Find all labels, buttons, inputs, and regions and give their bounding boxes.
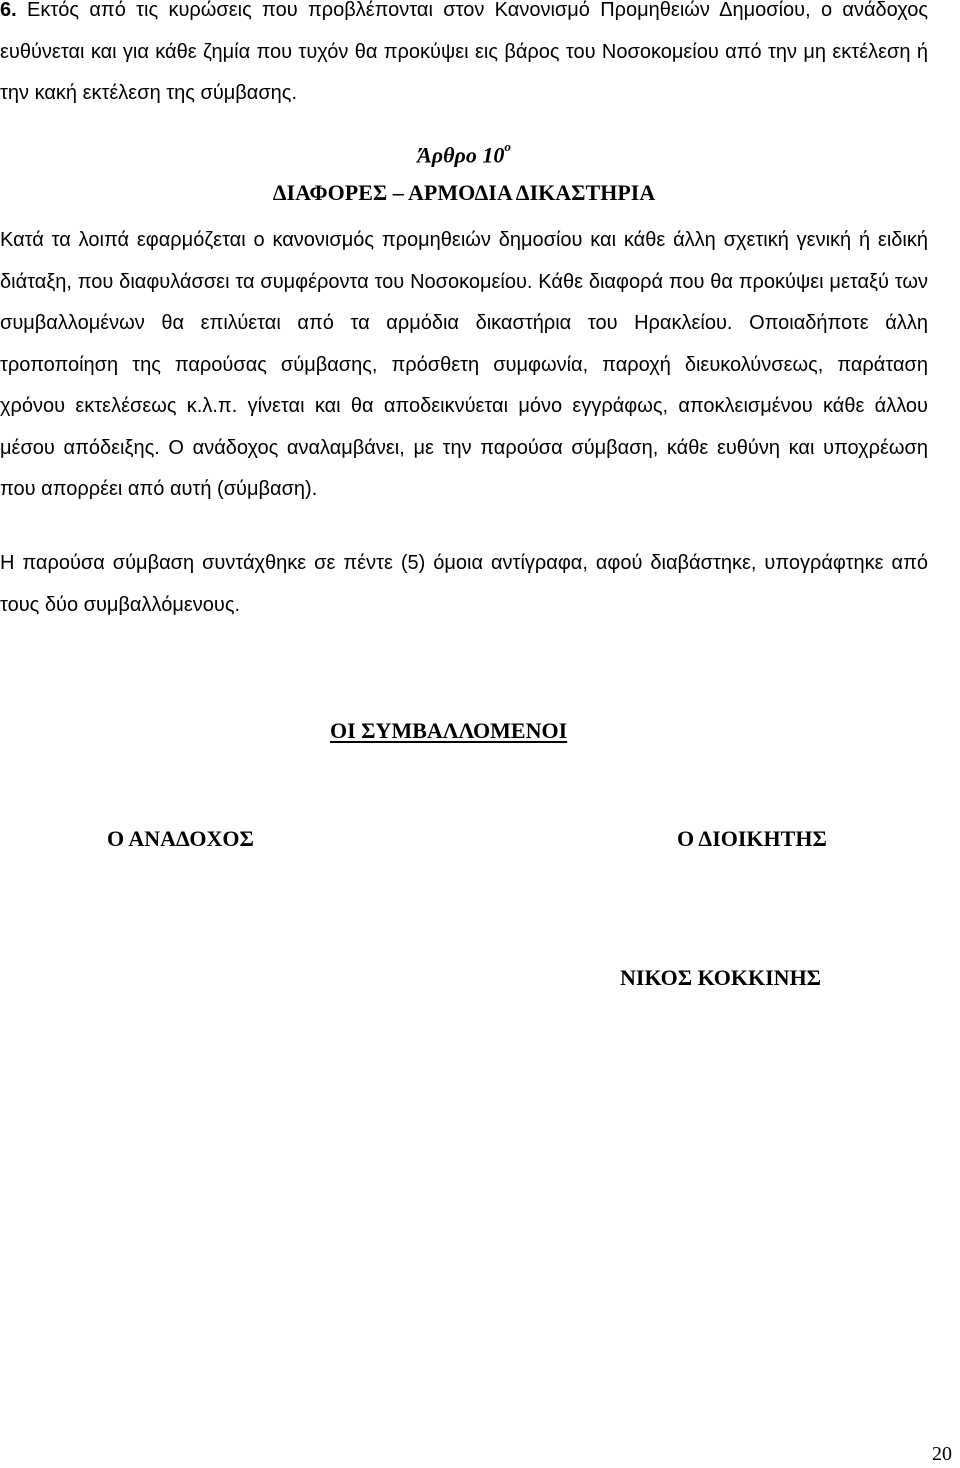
page-number: 20 xyxy=(932,1443,952,1465)
paragraph-number: 6. xyxy=(0,0,17,21)
director-label: Ο ΔΙΟΙΚΗΤΗΣ xyxy=(677,826,827,851)
director-name: ΝΙΚΟΣ ΚΟΚΚΙΝΗΣ xyxy=(620,965,822,990)
contractor-label: Ο ΑΝΑΔΟΧΟΣ xyxy=(107,826,254,851)
paragraph-6 xyxy=(0,0,928,115)
article-subtitle: ΔΙΑΦΟΡΕΣ – ΑΡΜΟΔΙΑ ΔΙΚΑΣΤΗΡΙΑ xyxy=(272,180,656,205)
parties-heading: ΟΙ ΣΥΜΒΑΛΛΟΜΕΝΟΙ xyxy=(330,718,568,743)
article-title-text: Άρθρο 10 xyxy=(417,142,505,168)
paragraph-copies: Η παρούσα σύμβαση συντάχθηκε σε πέντε (5) όμοια αντίγραφα, αφού διαβάστηκε, υπογράφτηκε από τους δύο συμβαλλόμενους. xyxy=(0,552,928,616)
article-title xyxy=(0,139,928,168)
paragraph-6-text: Εκτός από τις κυρώσεις που προβλέπονται στον Κανονισμό Προμηθειών Δημοσίου, ο ανάδοχος ευθύνεται και για κάθε ζημία που τυχόν θα προκύψει εις βάρος του Νοσοκομείου από την μη εκτέλεση ή την κακή εκτέλεση της σύμβασης. xyxy=(0,0,928,104)
article-title-superscript: ο xyxy=(504,139,511,154)
paragraph-disputes: Κατά τα λοιπά εφαρμόζεται ο κανονισμός προμηθειών δημοσίου και κάθε άλλη σχετική γενική ή ειδική διάταξη, που διαφυλάσσει τα συμφέροντα του Νοσοκομείου. Κάθε διαφορά που θα προκύψει μεταξύ των συμβαλλομένων θα επιλύεται από τα αρμόδια δικαστήρια του Ηρακλείου. Οποιαδήποτε άλλη τροποποίηση της παρούσας σύμβασης, πρόσθετη συμφωνία, παροχή διευκολύνσεως, παράταση χρόνου εκτελέσεως κ.λ.π. γίνεται και θα αποδεικνύεται μόνο εγγράφως, αποκλεισμένου κάθε άλλου μέσου απόδειξης. Ο ανάδοχος αναλαμβάνει, με την παρούσα σύμβαση, κάθε ευθύνη και υποχρέωση που απορρέει από αυτή (σύμβαση). xyxy=(0,229,928,500)
